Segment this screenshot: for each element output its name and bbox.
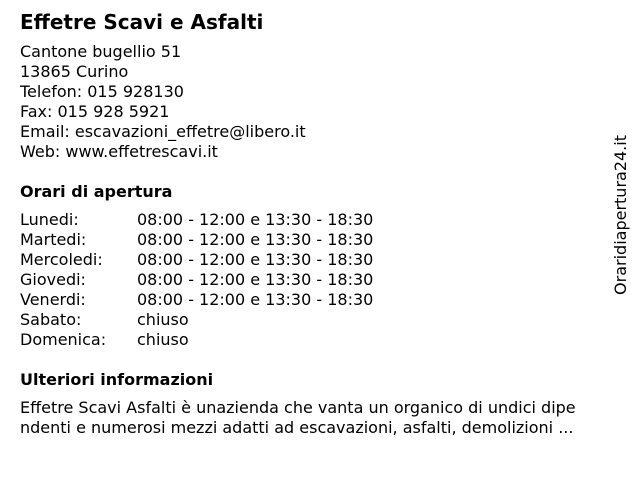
hours-day: Mercoledi: [20, 250, 103, 269]
info-line: Effetre Scavi Asfalti è unazienda che vanta un organico di undici dipe [20, 398, 576, 417]
city-line: 13865 Curino [20, 62, 129, 81]
business-card [20, 10, 610, 438]
web-line: Web: www.effetrescavi.it [20, 142, 218, 161]
address-line: Cantone bugellio 51 [20, 42, 182, 61]
info-description [20, 398, 610, 438]
hours-time: chiuso [137, 310, 189, 329]
hours-time: 08:00 - 12:00 e 13:30 - 18:30 [137, 230, 374, 249]
phone-line: Telefon: 015 928130 [20, 82, 184, 101]
contact-block [20, 42, 610, 162]
hours-time: 08:00 - 12:00 e 13:30 - 18:30 [137, 270, 374, 289]
hours-day: Domenica: [20, 330, 107, 349]
hours-day: Martedi: [20, 230, 87, 249]
hours-day: Giovedi: [20, 270, 86, 289]
hours-time: 08:00 - 12:00 e 13:30 - 18:30 [137, 250, 374, 269]
hours-day: Venerdi: [20, 290, 86, 309]
hours-time: chiuso [137, 330, 189, 349]
hours-title: Orari di apertura [20, 182, 173, 201]
info-title: Ulteriori informazioni [20, 370, 214, 389]
hours-time: 08:00 - 12:00 e 13:30 - 18:30 [137, 290, 374, 309]
hours-time: 08:00 - 12:00 e 13:30 - 18:30 [137, 210, 374, 229]
hours-day: Lunedi: [20, 210, 79, 229]
hours-day: Sabato: [20, 310, 82, 329]
info-line: ndenti e numerosi mezzi adatti ad escavazioni, asfalti, demolizioni ... [20, 418, 574, 437]
watermark-text: Oraridiapertura24.it [611, 135, 630, 295]
hours-table [20, 210, 610, 350]
company-name: Effetre Scavi e Asfalti [20, 10, 264, 34]
email-line: Email: escavazioni_effetre@libero.it [20, 122, 306, 141]
fax-line: Fax: 015 928 5921 [20, 102, 170, 121]
